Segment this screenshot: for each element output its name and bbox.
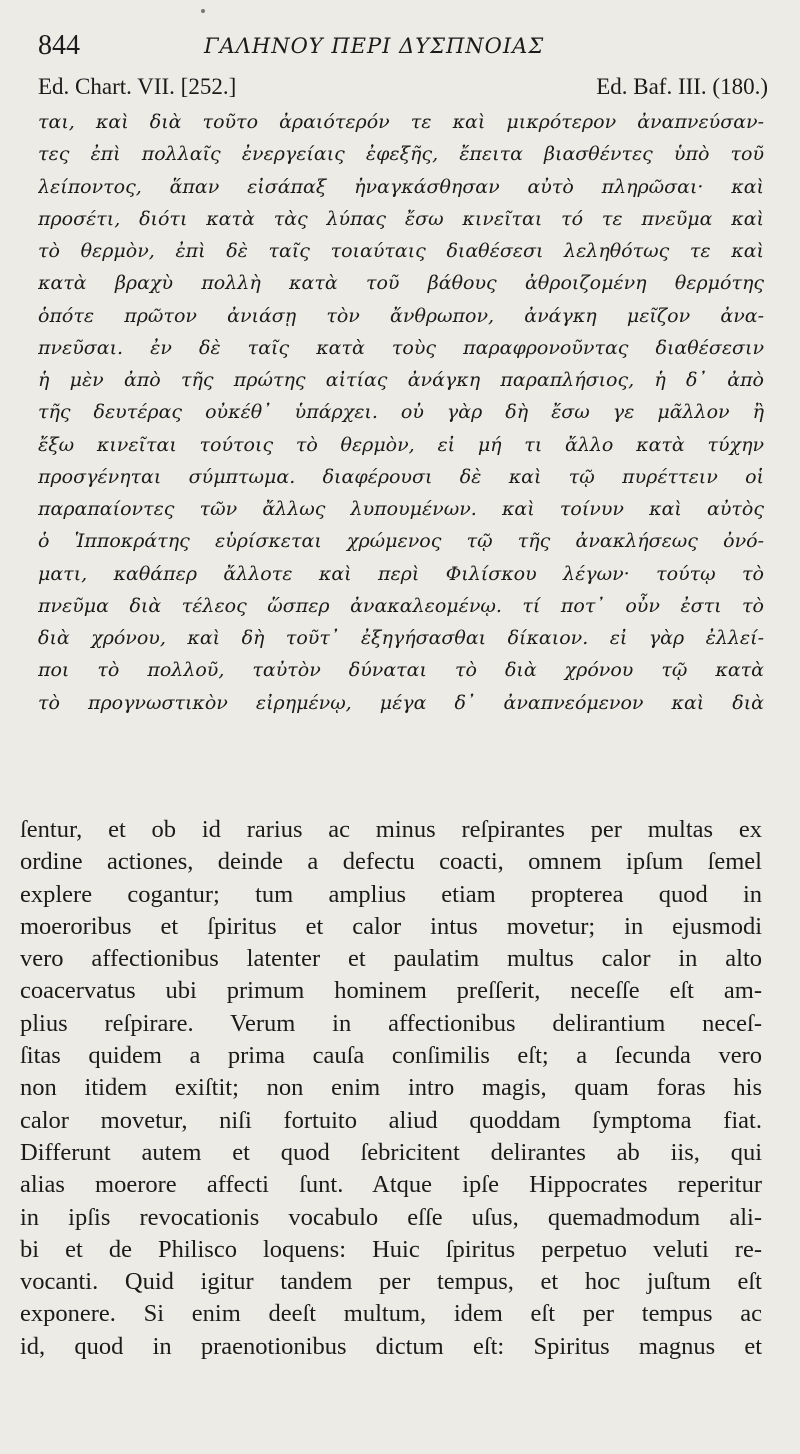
latin-line: Differunt autem et quod ſebricitent delirantes ab iis, qui xyxy=(20,1138,762,1166)
greek-line: διὰ χρόνου, καὶ δὴ τοῦτ᾽ ἐξηγήσασθαι δίκαιον. εἰ γὰρ ἐλλεί- xyxy=(38,627,764,649)
edition-reference-line xyxy=(38,74,768,104)
latin-line: vocanti. Quid igitur tandem per tempus, et hoc juſtum eſt xyxy=(20,1268,762,1296)
latin-line: ordine actiones, deinde a defectu coacti, omnem ipſum ſemel xyxy=(20,848,762,876)
latin-line: calor movetur, niſi fortuito aliud quoddam ſymptoma fiat. xyxy=(20,1106,762,1134)
greek-line: τὸ θερμὸν, ἐπὶ δὲ ταῖς τοιαύταις διαθέσεσι λεληθότως τε καὶ xyxy=(38,240,764,262)
edition-chart-reference: Ed. Chart. VII. [252.] xyxy=(38,74,237,99)
latin-line: exponere. Si enim deeſt multum, idem eſt per tempus ac xyxy=(20,1300,762,1328)
page-header xyxy=(38,30,778,70)
greek-line: τὸ προγνωστικὸν εἰρημένῳ, μέγα δ᾽ ἀναπνεόμενον καὶ διὰ xyxy=(38,691,764,714)
greek-line: τῆς δευτέρας οὐκέθ᾽ ὑπάρχει. οὐ γὰρ δὴ ἔσω γε μᾶλλον ἢ xyxy=(38,401,764,424)
greek-line: τες ἐπὶ πολλαῖς ἐνεργείαις ἐφεξῆς, ἔπειτα βιασθέντες ὑπὸ τοῦ xyxy=(38,143,764,166)
latin-line: alias moerore affecti ſunt. Atque ipſe Hippocrates reperitur xyxy=(20,1171,762,1199)
greek-line: ματι, καθάπερ ἄλλοτε καὶ περὶ Φιλίσκου λέγων· τούτῳ τὸ xyxy=(38,562,764,585)
greek-line: προσγένηται σύμπτωμα. διαφέρουσι δὲ καὶ τῷ πυρέττειν οἱ xyxy=(38,465,764,488)
latin-line: plius reſpirare. Verum in affectionibus delirantium neceſ- xyxy=(20,1009,762,1037)
greek-line: ὁ Ἱπποκράτης εὑρίσκεται χρώμενος τῷ τῆς ἀνακλήσεως ὀνό- xyxy=(38,530,764,553)
latin-line: ſitas quidem a prima cauſa conſimilis eſt; a ſecunda vero xyxy=(20,1042,762,1070)
latin-line: id, quod in praenotionibus dictum eſt: Spiritus magnus et xyxy=(20,1332,762,1360)
latin-line: non itidem exiſtit; non enim intro magis, quam foras his xyxy=(20,1074,762,1102)
greek-line: ἡ μὲν ἀπὸ τῆς πρώτης αἰτίας ἀνάγκη παραπλήσιος, ἡ δ᾽ ἀπὸ xyxy=(38,369,764,391)
greek-line: πνεῦμα διὰ τέλεος ὥσπερ ἀνακαλεομένῳ. τί ποτ᾽ οὖν ἐστι τὸ xyxy=(38,594,764,617)
greek-line: ποι τὸ πολλοῦ, ταὐτὸν δύναται τὸ διὰ χρόνου τῷ κατὰ xyxy=(38,659,764,682)
latin-line: bi et de Philisco loquens: Huic ſpiritus perpetuo veluti re- xyxy=(20,1235,762,1263)
edition-basel-reference: Ed. Baf. III. (180.) xyxy=(596,74,768,99)
ink-speck xyxy=(201,9,205,13)
latin-line: explere cogantur; tum amplius etiam propterea quod in xyxy=(20,880,762,908)
latin-line: ſentur, et ob id rarius ac minus reſpirantes per multas ex xyxy=(20,816,762,843)
latin-line: coacervatus ubi primum hominem preſſerit, neceſſe eſt am- xyxy=(20,977,762,1005)
latin-text-block xyxy=(20,814,762,1363)
greek-line: ὁπότε πρῶτον ἀνιάσῃ τὸν ἄνθρωπον, ἀνάγκη μεῖζον ἀνα- xyxy=(38,304,764,327)
greek-line: πνεῦσαι. ἐν δὲ ταῖς κατὰ τοὺς παραφρονοῦντας διαθέσεσιν xyxy=(38,336,764,359)
greek-line: προσέτι, διότι κατὰ τὰς λύπας ἔσω κινεῖται τό τε πνεῦμα καὶ xyxy=(38,207,764,230)
greek-line: ἔξω κινεῖται τούτοις τὸ θερμὸν, εἰ μή τι ἄλλο κατὰ τύχην xyxy=(38,433,764,456)
greek-line: λείποντος, ἅπαν εἰσάπαξ ἠναγκάσθησαν αὐτὸ πληρῶσαι· καὶ xyxy=(38,175,764,198)
latin-line: in ipſis revocationis vocabulo eſſe uſus, quemadmodum ali- xyxy=(20,1203,762,1231)
greek-line: παραπαίοντες τῶν ἄλλως λυπουμένων. καὶ τοίνυν καὶ αὐτὸς xyxy=(38,498,764,520)
running-title: ΓΑΛΗΝΟΥ ΠΕΡΙ ΔΥΣΠΝΟΙΑΣ xyxy=(204,34,545,58)
latin-line: vero affectionibus latenter et paulatim multus calor in alto xyxy=(20,945,762,973)
latin-line: moeroribus et ſpiritus et calor intus movetur; in ejusmodi xyxy=(20,912,762,940)
page-number: 844 xyxy=(38,30,80,61)
greek-text-block xyxy=(38,106,764,719)
greek-line: κατὰ βραχὺ πολλὴ κατὰ τοῦ βάθους ἀθροιζομένη θερμότης xyxy=(38,272,764,295)
greek-line: ται, καὶ διὰ τοῦτο ἀραιότερόν τε καὶ μικρότερον ἀναπνεύσαν- xyxy=(38,111,764,133)
